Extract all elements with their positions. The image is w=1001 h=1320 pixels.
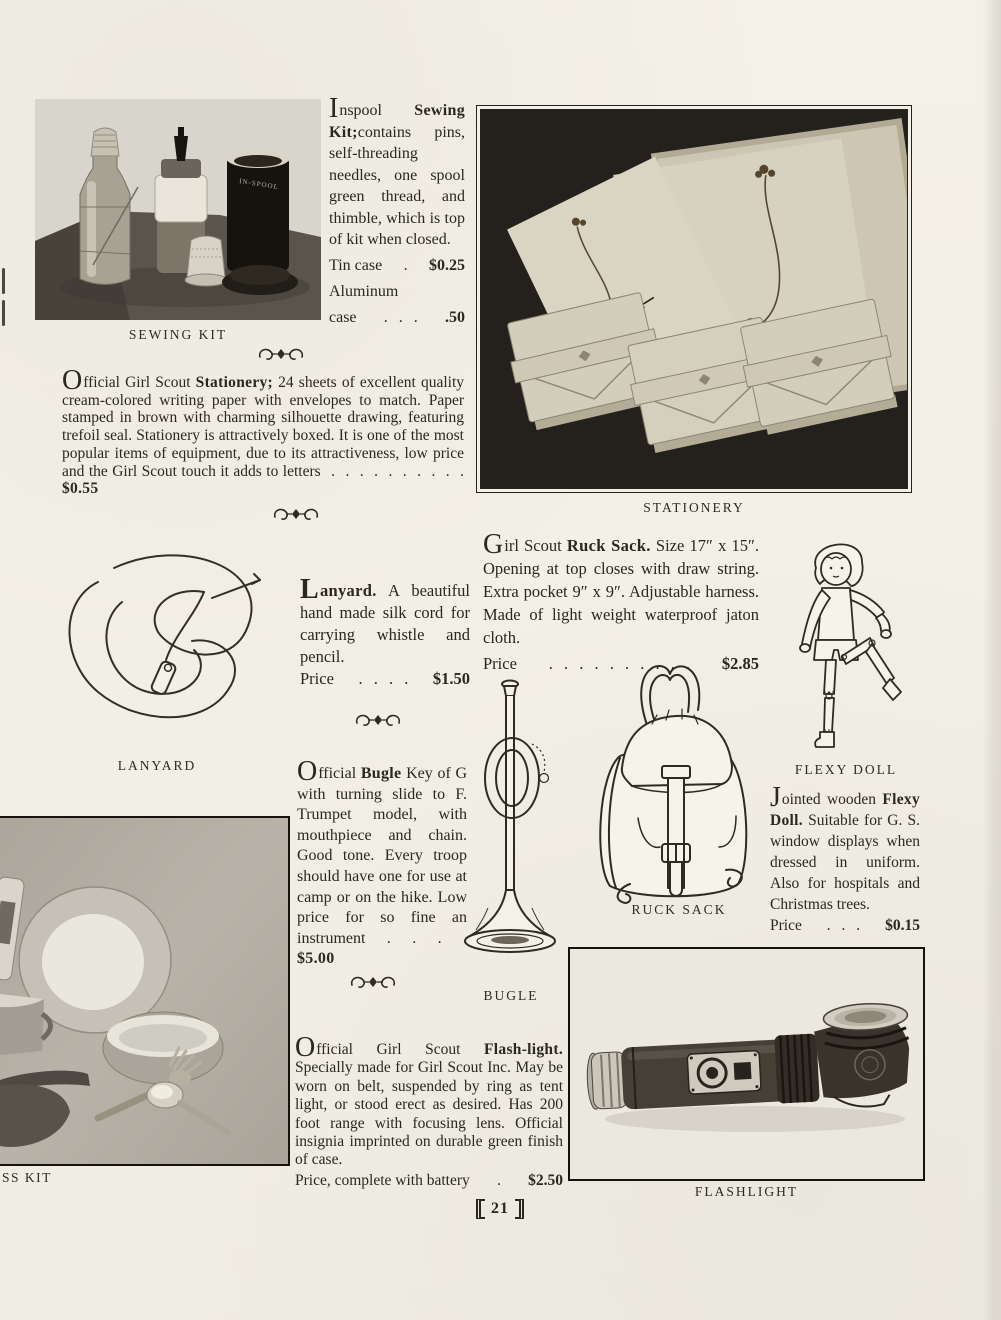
price-amount: $0.15 <box>885 917 920 934</box>
mess-kit-photo <box>0 816 290 1166</box>
flexy-doll-paragraph <box>770 782 920 915</box>
price-row <box>329 255 465 277</box>
dot-leader: . . . . <box>358 669 409 688</box>
stationery-photo-frame <box>480 109 908 489</box>
price-label: Aluminum <box>329 282 399 300</box>
lanyard-description <box>300 574 470 690</box>
flashlight-photo-image <box>570 949 923 1179</box>
staple-mark <box>0 268 8 328</box>
paragraph-text: irl Scout <box>504 536 567 555</box>
paragraph-text: Key of G with turning slide to F. Trumpet model, with mouthpiece and chain. Good tone. Every troop should have one for use at camp or on the hike. Low price for so fine an instrument <box>297 765 467 947</box>
paragraph-text: 24 sheets of excellent quality cream-colored writing paper with envelopes to match. Paper stamped in brown with charming silhouette drawing, featuring trefoil seal. Stationery is attractively boxed. It is one of the most popular items of equipment, due to its attractiveness, low price and the Girl Scout touch it adds to letters <box>62 374 465 480</box>
paragraph-text: Suitable for G. S. window displays when dressed in uniform. Also for hospitals and Christmas trees. <box>770 812 920 913</box>
sewing-kit-photo-image <box>35 99 321 320</box>
dot-leader: . . . . . . . . . . <box>320 462 464 480</box>
mess-kit-caption: SS KIT <box>2 1170 52 1185</box>
bugle-drawing <box>452 678 570 984</box>
drop-cap: O <box>295 1032 316 1063</box>
page-edge-shading <box>983 0 1001 1320</box>
price-amount: $5.00 <box>297 950 335 968</box>
stationery-photo-image <box>481 110 907 488</box>
product-name: Bugle <box>360 765 402 782</box>
right-bracket-ornament <box>515 1199 524 1219</box>
sewing-kit-caption: SEWING KIT <box>128 327 228 342</box>
drop-cap: L <box>300 574 319 605</box>
paragraph-text: contains pins, self-threading needles, one spool green thread, and thimble, which is top of kit when closed. <box>329 123 465 248</box>
price-label: Price, complete with battery <box>295 1171 470 1189</box>
product-name: Ruck Sack. <box>566 536 651 555</box>
sewing-kit-description <box>329 93 465 329</box>
drop-cap: I <box>329 93 339 124</box>
section-divider-ornament <box>272 506 320 524</box>
paragraph-text: nspool <box>339 102 415 119</box>
paragraph-text: A beautiful hand made silk cord for carrying whistle and pencil. <box>300 581 470 666</box>
price-label: Price <box>770 917 802 934</box>
flashlight-caption: FLASHLIGHT <box>694 1184 799 1199</box>
product-name: Flash-light. <box>484 1041 563 1058</box>
can-label: IN-SPOOL <box>238 177 280 192</box>
page-number-value: 21 <box>491 1200 509 1217</box>
rucksack-drawing-image <box>586 648 768 906</box>
flashlight-description <box>295 1032 563 1190</box>
paragraph-text: Size 17″ x 15″. Opening at top closes with draw string. Extra pocket 9″ x 9″. Adjustable harness. Made of light weight waterproof jaton cloth. <box>483 536 760 647</box>
bugle-caption: BUGLE <box>483 988 539 1003</box>
section-divider-ornament <box>349 974 397 992</box>
product-name-rest: anyard. <box>319 581 377 600</box>
stationery-photo <box>476 105 912 493</box>
dot-leader: . . . <box>826 917 861 934</box>
dot-leader: . <box>497 1171 501 1189</box>
product-name: Flexy Doll. <box>770 791 920 829</box>
flashlight-photo <box>568 947 925 1181</box>
squiggle-ornament-icon <box>349 974 397 992</box>
page-number <box>420 1199 580 1219</box>
price-amount: $2.85 <box>721 654 759 673</box>
price-row <box>329 307 465 329</box>
drop-cap: O <box>297 756 318 787</box>
stationery-description <box>62 365 465 498</box>
price-label: case <box>329 308 357 326</box>
stationery-caption: STATIONERY <box>643 500 745 515</box>
product-name: Stationery; <box>195 374 274 391</box>
paragraph-text: fficial <box>318 765 361 782</box>
price-row <box>770 915 920 936</box>
sewing-kit-paragraph <box>329 93 465 251</box>
price-amount: $0.25 <box>429 256 465 274</box>
drop-cap: O <box>62 365 83 396</box>
mess-kit-photo-image <box>0 818 288 1164</box>
drop-cap: G <box>483 529 504 560</box>
flexy-doll-caption: FLEXY DOLL <box>794 762 898 777</box>
rucksack-caption: RUCK SACK <box>631 902 727 917</box>
bugle-drawing-image <box>452 678 570 984</box>
flashlight-paragraph <box>295 1032 563 1170</box>
product-name <box>300 574 377 605</box>
paragraph-text: Specially made for Girl Scout Inc. May be worn on belt, suspended by ring as tent light, or stood erect as desired. Has 200 foot range with focusing lens. Official insignia imprinted on durable green finish of case. <box>295 1059 563 1169</box>
price-label: Price <box>300 669 334 688</box>
product-name: Sewing Kit; <box>329 102 465 141</box>
paragraph-text: fficial Girl Scout <box>83 374 196 391</box>
squiggle-ornament-icon <box>257 346 305 364</box>
lanyard-drawing-image <box>52 540 290 752</box>
lanyard-paragraph <box>300 574 470 668</box>
lanyard-caption: LANYARD <box>117 758 197 773</box>
flexy-doll-description <box>770 782 920 936</box>
price-amount: $0.55 <box>62 480 99 498</box>
staple-leg <box>2 300 5 326</box>
dot-leader: . . . . <box>365 929 467 947</box>
price-amount: $1.50 <box>432 669 470 688</box>
lanyard-drawing <box>52 540 290 752</box>
left-bracket-ornament <box>476 1199 485 1219</box>
flexy-doll-drawing-image <box>772 532 917 762</box>
paragraph-text: fficial Girl Scout <box>316 1041 485 1058</box>
drop-cap: J <box>770 782 781 813</box>
squiggle-ornament-icon <box>272 506 320 524</box>
price-amount: $2.50 <box>528 1171 563 1189</box>
section-divider-ornament <box>257 346 305 364</box>
staple-leg <box>2 268 5 294</box>
squiggle-ornament-icon <box>354 712 402 730</box>
price-amount: .50 <box>445 308 465 326</box>
bugle-description <box>297 756 467 970</box>
price-row <box>295 1172 563 1190</box>
dot-leader: . . . . . . . . . . <box>548 654 691 673</box>
price-row <box>300 668 470 690</box>
paragraph-text: ointed wooden <box>781 791 883 808</box>
rucksack-drawing <box>586 648 768 906</box>
price-label: Tin case <box>329 256 383 274</box>
rucksack-paragraph <box>483 529 760 649</box>
flexy-doll-drawing <box>772 532 917 762</box>
price-label: Price <box>483 654 517 673</box>
section-divider-ornament <box>354 712 402 730</box>
price-row <box>329 281 465 303</box>
sewing-kit-photo <box>35 99 321 320</box>
dot-leader: . <box>403 256 408 274</box>
dot-leader: . . . <box>383 308 418 326</box>
